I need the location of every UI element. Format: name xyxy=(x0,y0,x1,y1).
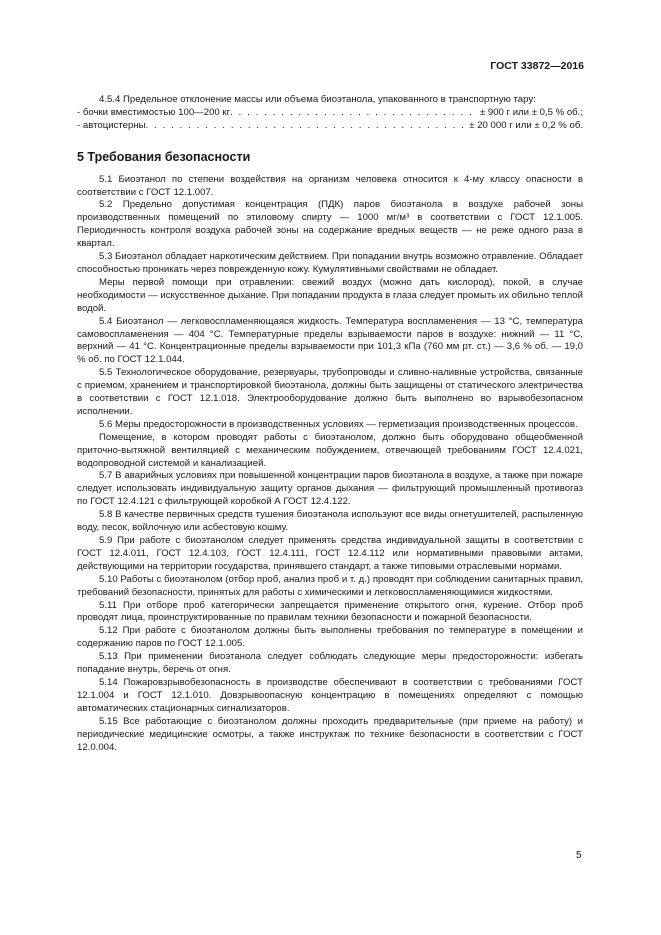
paragraph-first-aid: Меры первой помощи при отравлении: свежий воздух (можно дать кислород), покой, в случае необходимости — искусственное дыхание. При попадании продукта в глаза следует промыть их обильно теплой водой. xyxy=(77,276,583,314)
paragraph-5-7: 5.7 В аварийных условиях при повышенной концентрации паров биоэтанола в воздухе, а также при пожаре следует использовать индивидуальную защиту органов дыхания — фильтрующий промышленный противогаз по ГОСТ 12.4.121 с фильтрующей коробкой А ГОСТ 12.4.122. xyxy=(77,470,583,508)
paragraph-5-5: 5.5 Технологическое оборудование, резервуары, трубопроводы и сливно-наливные устройства, связанные с приемом, хранением и транспортировкой биоэтанола, должны быть защищены от статического электричества в соответствии с ГОСТ 12.1.018. Электрооборудование должно быть выполнено во взрывобезопасном исполнении. xyxy=(77,367,583,417)
paragraph-5-8: 5.8 В качестве первичных средств тушения биоэтанола используют все виды огнетушителей, распыленную воду, песок, войлочную или асбестовую кошму. xyxy=(77,509,583,534)
tolerance-value: ± 900 г или ± 0,5 % об.; xyxy=(479,106,583,118)
paragraph-5-15: 5.15 Все работающие с биоэтанолом должны проходить предварительные (при приеме на работу) и периодические медицинские осмотры, а также инструктаж по технике безопасности в соответствии с ГОСТ 12.0.004. xyxy=(77,715,583,753)
paragraph-5-3: 5.3 Биоэтанол обладает наркотическим действием. При попадании внутрь возможно отравление. Обладает способностью проникать через поврежденную кожу. Кумулятивными свойствами не обладает. xyxy=(77,251,583,275)
page-number: 5 xyxy=(576,850,582,861)
paragraph-5-10: 5.10 Работы с биоэтанолом (отбор проб, анализ проб и т. д.) проводят при соблюдении санитарных правил, требований безопасности, принятых для работы с химическими и легковоспламеняющимися жидкостями. xyxy=(77,573,583,598)
paragraph-5-4: 5.4 Биоэтанол — легковоспламеняющаяся жидкость. Температура воспламенения — 13 °С, температура самовоспламенения — 404 °С. Температурные пределы взрываемости паров в воздухе: нижний — 11 °С, верхний — 41 °С. Концентрационные пределы взрываемости при 101,3 кПа (760 мм рт. ст.) — 3,6 % об. — 19,0 % об. по ГОСТ 12.1.044. xyxy=(77,315,583,366)
tolerance-row xyxy=(77,120,583,133)
paragraph-5-14: 5.14 Пожаровзрывобезопасность в производстве обеспечивают в соответствии с требованиями ГОСТ 12.1.004 и ГОСТ 12.1.010. Довзрывоопасную концентрацию в помещениях определяют с помощью автоматических стационарных сигнализаторов. xyxy=(77,676,583,714)
section-title: 5 Требования безопасности xyxy=(77,149,251,164)
paragraph-5-2: 5.2 Предельно допустимая концентрация (ПДК) паров биоэтанола в воздухе рабочей зоны производственных помещений по этиловому спирту — 1000 мг/м³ в соответствии с ГОСТ 12.1.005. Периодичность контроля воздуха рабочей зоны на содержание вредных веществ — не реже одного раза в квартал. xyxy=(77,199,583,250)
tolerance-label: - автоцистерны xyxy=(77,119,146,131)
section-454-intro: 4.5.4 Предельное отклонение массы или объема биоэтанола, упакованного в транспортную тару: xyxy=(99,94,536,105)
tolerance-row xyxy=(77,107,583,120)
paragraph-5-12: 5.12 При работе с биоэтанолом должны быть выполнены требования по температуре в помещении и содержанию паров по ГОСТ 12.1.005. xyxy=(77,625,583,650)
paragraph-5-13: 5.13 При применении биоэтанола следует соблюдать следующие меры предосторожности: избегать попадание внутрь, беречь от огня. xyxy=(77,651,583,676)
dot-leader xyxy=(230,107,477,120)
tolerance-value: ± 20 000 г или ± 0,2 % об. xyxy=(469,119,583,131)
paragraph-5-9: 5.9 При работе с биоэтанолом следует применять средства индивидуальной защиты в соответствии с ГОСТ 12.4.011, ГОСТ 12.4.103, ГОСТ 12.4.111, ГОСТ 12.4.112 или нормативными правовыми актами, действующими на территории государства, принявшего стандарт, а также типовыми отраслевыми нормами. xyxy=(77,535,583,572)
page-content xyxy=(77,94,583,754)
paragraph-5-1: 5.1 Биоэтанол по степени воздействия на организм человека относится к 4-му классу опасности в соответствии с ГОСТ 12.1.007. xyxy=(77,173,583,198)
dot-leader xyxy=(146,120,467,133)
paragraph-5-6: 5.6 Меры предосторожности в производственных условиях — герметизация производственных процессов. xyxy=(99,418,578,430)
tolerance-label: - бочки вместимостью 100—200 кг xyxy=(77,106,231,118)
paragraph-ventilation: Помещение, в котором проводят работы с биоэтанолом, должно быть оборудовано общеобменной приточно-вытяжной вентиляцией с механическим побуждением, отвечающей требованиям ГОСТ 12.4.021, водопроводной системой и канализацией. xyxy=(77,431,583,469)
paragraph-5-11: 5.11 При отборе проб категорически запрещается применение открытого огня, курение. Отбор проб проводят лица, проинструктированные по правилам техники безопасности и пожарной безопасности. xyxy=(77,599,583,624)
document-header: ГОСТ 33872—2016 xyxy=(490,60,584,72)
